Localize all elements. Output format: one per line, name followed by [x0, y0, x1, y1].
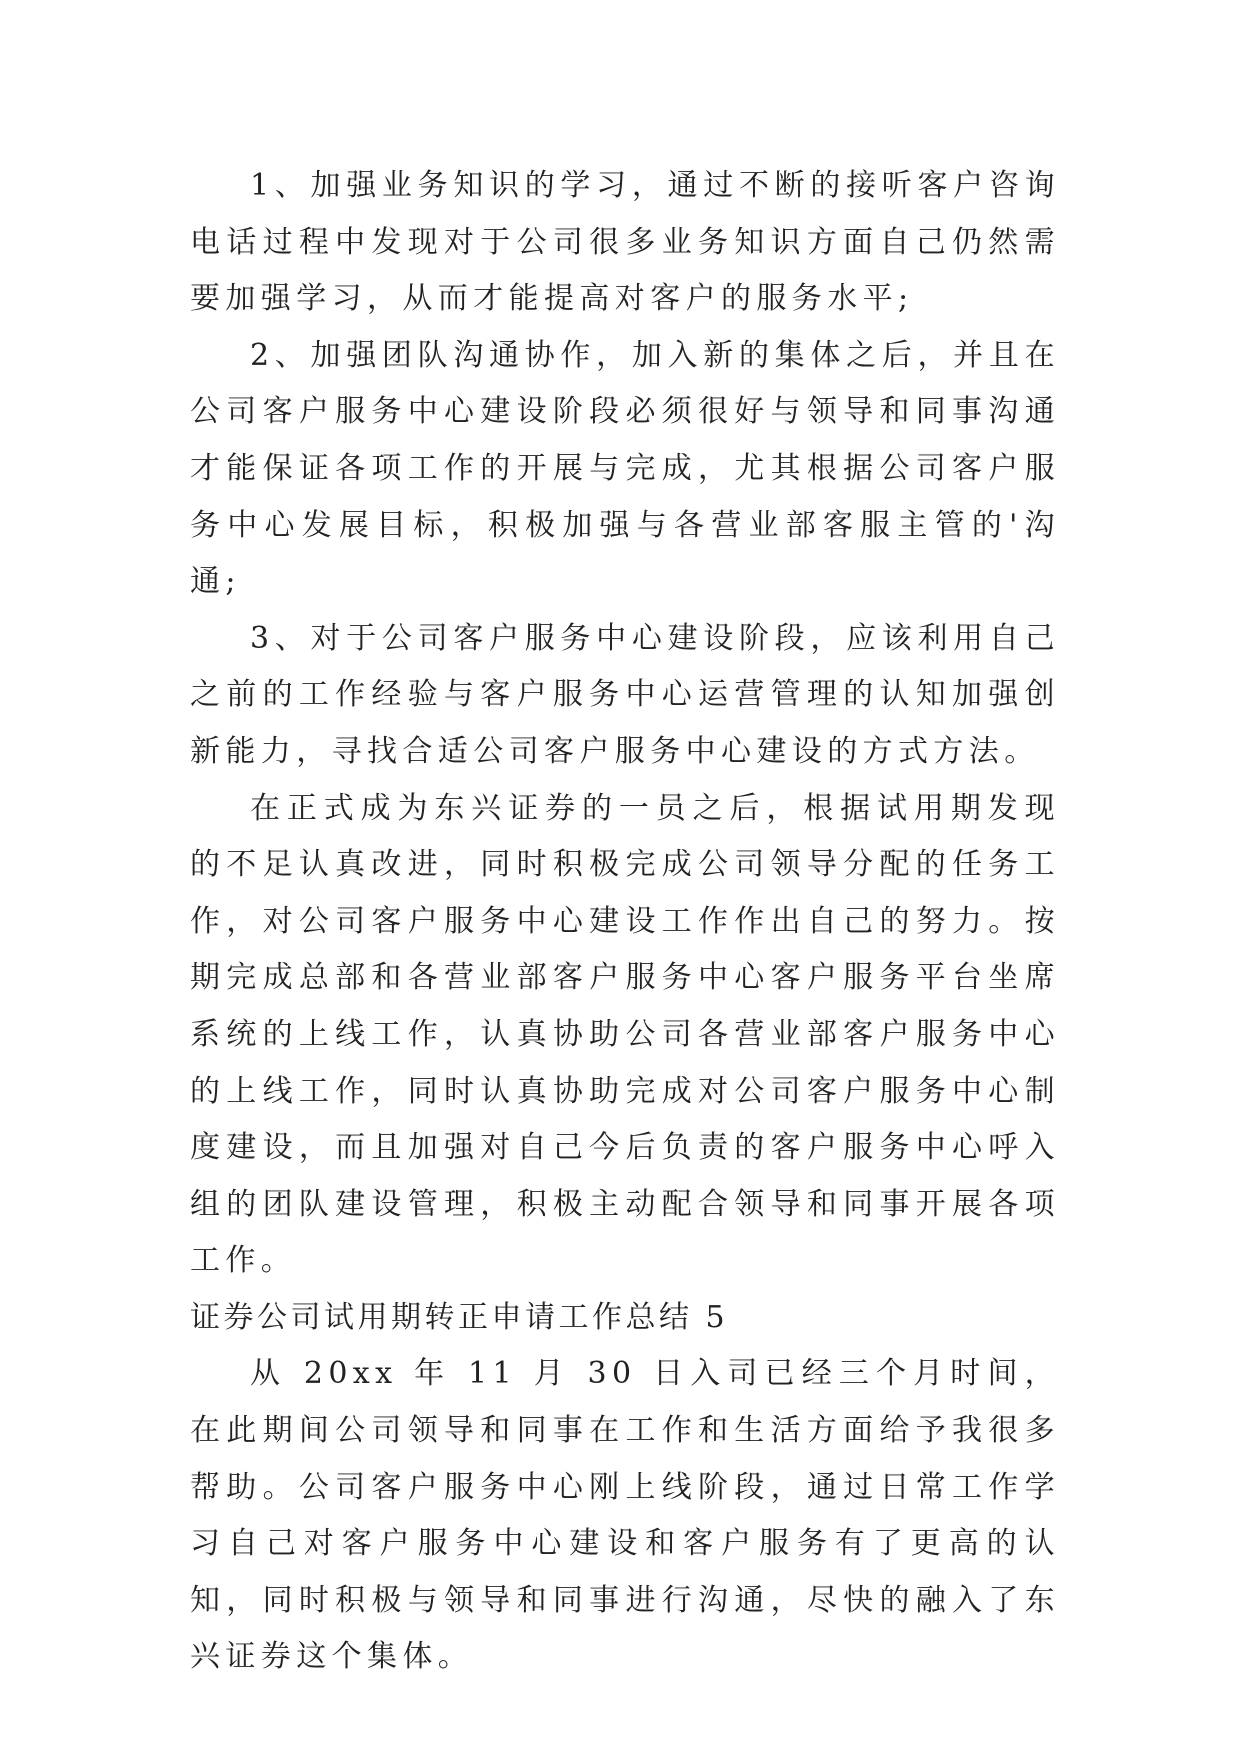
document-body	[190, 158, 1060, 1686]
paragraph-item-2: 2、加强团队沟通协作，加入新的集体之后，并且在公司客户服务中心建设阶段必须很好与领导和同事沟通才能保证各项工作的开展与完成，尤其根据公司客户服务中心发展目标，积极加强与各营业部客服主管的'沟通;	[190, 337, 1060, 600]
paragraph-item-3: 3、对于公司客户服务中心建设阶段，应该利用自己之前的工作经验与客户服务中心运营管理的认知加强创新能力，寻找合适公司客户服务中心建设的方式方法。	[190, 620, 1060, 769]
paragraph-item-1: 1、加强业务知识的学习，通过不断的接听客户咨询电话过程中发现对于公司很多业务知识方面自己仍然需要加强学习，从而才能提高对客户的服务水平;	[190, 168, 1060, 317]
section-heading: 证券公司试用期转正申请工作总结 5	[190, 1299, 729, 1335]
paragraph-conclusion: 在正式成为东兴证券的一员之后，根据试用期发现的不足认真改进，同时积极完成公司领导分配的任务工作，对公司客户服务中心建设工作作出自己的努力。按期完成总部和各营业部客户服务中心客户服务平台坐席系统的上线工作，认真协助公司各营业部客户服务中心的上线工作，同时认真协助完成对公司客户服务中心制度建设，而且加强对自己今后负责的客户服务中心呼入组的团队建设管理，积极主动配合领导和同事开展各项工作。	[190, 790, 1060, 1279]
section-paragraph: 从 20xx 年 11 月 30 日入司已经三个月时间，在此期间公司领导和同事在工作和生活方面给予我很多帮助。公司客户服务中心刚上线阶段，通过日常工作学习自己对客户服务中心建设和客户服务有了更高的认知，同时积极与领导和同事进行沟通，尽快的融入了东兴证券这个集体。	[190, 1356, 1060, 1675]
